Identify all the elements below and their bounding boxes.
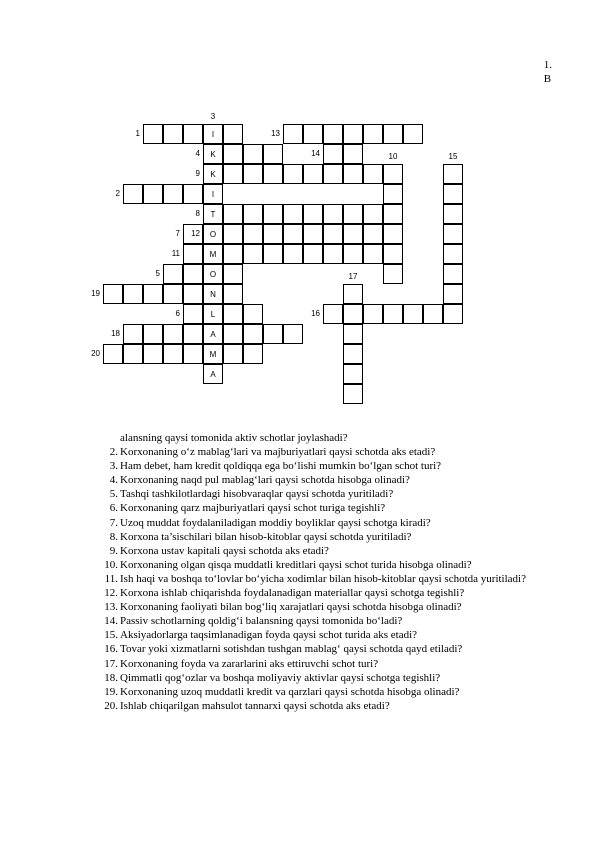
crossword-cell[interactable] — [443, 164, 463, 184]
crossword-cell[interactable] — [283, 124, 303, 144]
crossword-cell[interactable] — [123, 324, 143, 344]
clue-number: 9. — [109, 544, 118, 557]
clue-item — [104, 558, 544, 572]
crossword-cell[interactable] — [343, 224, 363, 244]
crossword-cell[interactable] — [183, 304, 203, 324]
clue-item — [104, 628, 544, 642]
clue-number: 7. — [109, 516, 118, 529]
crossword-clue-number: 8 — [195, 209, 200, 218]
crossword-cell[interactable] — [243, 164, 263, 184]
crossword-cell[interactable] — [363, 204, 383, 224]
clue-text: Korxonaning qarz majburiyatlari qaysi schot turiga tegishli? — [120, 502, 386, 515]
crossword-cell[interactable] — [243, 144, 263, 164]
crossword-cell[interactable] — [163, 324, 183, 344]
crossword-given-letter[interactable]: K — [203, 164, 223, 184]
crossword-cell[interactable] — [143, 184, 163, 204]
clue-item — [104, 657, 544, 671]
clue-text: Uzoq muddat foydalaniladigan moddiy boyliklar qaysi schotga kiradi? — [120, 516, 431, 529]
crossword-cell[interactable] — [103, 344, 123, 364]
crossword-cell[interactable] — [443, 224, 463, 244]
crossword-cell[interactable] — [223, 304, 243, 324]
crossword-cell[interactable] — [223, 244, 243, 264]
clue-text: Korxonaning naqd pul mablag‘lari qaysi schotda hisobga olinadi? — [120, 474, 410, 487]
crossword-given-letter[interactable]: T — [203, 204, 223, 224]
clue-item — [104, 685, 544, 699]
crossword-cell[interactable] — [303, 164, 323, 184]
crossword-cell[interactable] — [323, 304, 343, 324]
clue-item — [104, 614, 544, 628]
clue-text: Ishlab chiqarilgan mahsulot tannarxi qaysi schotda aks etadi? — [120, 699, 390, 712]
clue-number: 4. — [109, 474, 118, 487]
crossword-cell[interactable] — [243, 344, 263, 364]
crossword-cell[interactable] — [343, 204, 363, 224]
crossword-cell[interactable] — [323, 144, 343, 164]
crossword-cell[interactable] — [163, 284, 183, 304]
clue-text: Ish haqi va boshqa to‘lovlar bo‘yicha xodimlar bilan hisob-kitoblar qaysi schotda yuritiladi? — [120, 572, 526, 585]
clue-number: 2. — [109, 446, 118, 459]
crossword-given-letter[interactable]: M — [203, 244, 223, 264]
crossword-cell[interactable] — [183, 324, 203, 344]
crossword-clue-number: 18 — [111, 329, 120, 338]
corner-letter: B — [543, 73, 552, 85]
crossword-cell[interactable] — [223, 324, 243, 344]
crossword-clue-number: 7 — [175, 229, 180, 238]
crossword-cell[interactable] — [423, 304, 443, 324]
clue-number: 20. — [104, 699, 118, 712]
crossword-cell[interactable] — [283, 244, 303, 264]
crossword-cell[interactable] — [123, 284, 143, 304]
crossword-cell[interactable] — [243, 224, 263, 244]
crossword-cell[interactable] — [183, 344, 203, 364]
crossword-cell[interactable] — [283, 164, 303, 184]
crossword-cell[interactable] — [183, 244, 203, 264]
crossword-cell[interactable] — [443, 264, 463, 284]
crossword-clue-number: 19 — [91, 289, 100, 298]
crossword-given-letter[interactable]: N — [203, 284, 223, 304]
crossword-cell[interactable] — [343, 344, 363, 364]
clue-text: Tashqi tashkilotlardagi hisobvaraqlar qaysi schotda yuritiladi? — [120, 488, 394, 501]
crossword-cell[interactable] — [223, 204, 243, 224]
crossword-cell[interactable] — [303, 224, 323, 244]
crossword-cell[interactable] — [163, 124, 183, 144]
crossword-cell[interactable] — [343, 124, 363, 144]
crossword-cell[interactable] — [343, 244, 363, 264]
clue-number: 10. — [104, 558, 118, 571]
crossword-clue-number: 10 — [388, 152, 398, 161]
clue-text: Tovar yoki xizmatlarni sotishdan tushgan mablag‘ qaysi schotda qayd etiladi? — [120, 643, 463, 656]
crossword-cell[interactable] — [363, 244, 383, 264]
crossword-grid — [0, 0, 596, 420]
crossword-clue-number: 5 — [155, 269, 160, 278]
crossword-cell[interactable] — [183, 184, 203, 204]
crossword-clue-number: 16 — [311, 309, 320, 318]
crossword-clue-number: 20 — [91, 349, 100, 358]
clue-number: 11. — [104, 572, 118, 585]
crossword-given-letter[interactable]: L — [203, 304, 223, 324]
crossword-cell[interactable] — [383, 124, 403, 144]
clue-number: 17. — [104, 657, 118, 670]
clue-item — [104, 473, 544, 487]
crossword-cell[interactable] — [263, 164, 283, 184]
clue-item — [104, 445, 544, 459]
clue-item — [104, 572, 544, 586]
crossword-cell[interactable] — [303, 244, 323, 264]
clue-text: Korxonaning uzoq muddatli kredit va qarzlari qaysi schotda hisobga olinadi? — [120, 685, 460, 698]
crossword-cell[interactable] — [363, 224, 383, 244]
crossword-given-letter[interactable]: A — [203, 324, 223, 344]
clue-number: 13. — [104, 601, 118, 614]
crossword-given-letter[interactable]: I — [203, 184, 223, 204]
crossword-cell[interactable] — [283, 324, 303, 344]
crossword-given-letter[interactable]: O — [203, 224, 223, 244]
crossword-clue-number: 17 — [348, 272, 358, 281]
crossword-cell[interactable] — [383, 244, 403, 264]
clue-text: Korxona ustav kapitali qaysi schotda aks etadi? — [120, 544, 329, 557]
clue-text: alansning qaysi tomonida aktiv schotlar joylashadi? — [120, 432, 348, 444]
crossword-cell[interactable] — [343, 144, 363, 164]
crossword-given-letter[interactable]: O — [203, 264, 223, 284]
crossword-cell[interactable] — [403, 124, 423, 144]
crossword-cell[interactable] — [363, 304, 383, 324]
clue-item — [104, 699, 544, 713]
clue-number: 12. — [104, 587, 118, 600]
crossword-cell[interactable] — [303, 204, 323, 224]
crossword-cell[interactable] — [243, 304, 263, 324]
crossword-cell[interactable] — [383, 264, 403, 284]
crossword-cell[interactable] — [243, 204, 263, 224]
clue-item — [104, 642, 544, 656]
clue-number: 5. — [109, 488, 118, 501]
crossword-cell[interactable] — [343, 304, 363, 324]
crossword-cell[interactable] — [323, 164, 343, 184]
crossword-cell[interactable] — [383, 164, 403, 184]
crossword-clue-number: 6 — [175, 309, 180, 318]
corner-number: 1. — [543, 59, 552, 71]
clue-number: 14. — [104, 615, 118, 628]
crossword-cell[interactable] — [163, 264, 183, 284]
crossword-cell[interactable] — [323, 224, 343, 244]
clue-text: Ham debet, ham kredit qoldiqqa ega bo‘lishi mumkin bo‘lgan schot turi? — [120, 460, 442, 473]
crossword-cell[interactable] — [383, 184, 403, 204]
crossword-clue-number: 15 — [448, 152, 458, 161]
clue-number: 18. — [104, 671, 118, 684]
crossword-clue-number: 4 — [195, 149, 200, 158]
crossword-cell[interactable] — [363, 124, 383, 144]
crossword-cell[interactable] — [263, 324, 283, 344]
clue-number: 3. — [109, 460, 118, 473]
clue-number: 6. — [109, 502, 118, 515]
crossword-cell[interactable] — [343, 164, 363, 184]
crossword-cell[interactable] — [223, 284, 243, 304]
crossword-cell[interactable] — [223, 164, 243, 184]
crossword-given-letter[interactable]: A — [203, 364, 223, 384]
crossword-cell[interactable] — [143, 124, 163, 144]
crossword-cell[interactable] — [303, 124, 323, 144]
clue-text: Korxonaning o‘z mablag‘lari va majburiyatlari qaysi schotda aks etadi? — [120, 446, 436, 459]
crossword-cell[interactable] — [103, 284, 123, 304]
clue-text: Korxona ta’sischilari bilan hisob-kitoblar qaysi schotda yuritiladi? — [120, 530, 412, 543]
crossword-cell[interactable] — [283, 204, 303, 224]
clue-number: 16. — [104, 643, 118, 656]
clue-text: Korxonaning foyda va zararlarini aks ettiruvchi schot turi? — [120, 657, 379, 670]
crossword-cell[interactable] — [263, 244, 283, 264]
crossword-given-letter[interactable]: I — [203, 124, 223, 144]
clue-text: Korxonaning olgan qisqa muddatli kreditlari qaysi schot turida hisobga olinadi? — [120, 558, 472, 571]
crossword-cell[interactable] — [143, 344, 163, 364]
crossword-cell[interactable] — [263, 204, 283, 224]
clue-item — [104, 600, 544, 614]
crossword-cell[interactable] — [163, 184, 183, 204]
crossword-cell[interactable] — [383, 204, 403, 224]
clue-item — [104, 501, 544, 515]
crossword-cell[interactable] — [343, 324, 363, 344]
crossword-cell[interactable] — [323, 124, 343, 144]
crossword-clue-number: 2 — [115, 189, 120, 198]
crossword-cell[interactable] — [183, 124, 203, 144]
crossword-cell[interactable] — [143, 284, 163, 304]
crossword-cell[interactable] — [263, 224, 283, 244]
clue-item — [104, 586, 544, 600]
clue-list — [104, 431, 544, 713]
crossword-cell[interactable] — [223, 224, 243, 244]
clue-item — [104, 530, 544, 544]
clue-item — [104, 459, 544, 473]
crossword-clue-number: 3 — [210, 112, 216, 121]
crossword-cell[interactable] — [143, 324, 163, 344]
crossword-cell[interactable] — [263, 144, 283, 164]
crossword-clue-number: 1 — [135, 129, 140, 138]
clue-number: 19. — [104, 685, 118, 698]
clue-number: 15. — [104, 629, 118, 642]
clue-text: Korxona ishlab chiqarishda foydalanadigan materiallar qaysi schotga tegishli? — [120, 587, 465, 600]
crossword-cell[interactable] — [383, 304, 403, 324]
crossword-cell[interactable] — [443, 244, 463, 264]
clue-number: 8. — [109, 530, 118, 543]
crossword-cell[interactable] — [283, 224, 303, 244]
crossword-cell[interactable] — [323, 244, 343, 264]
crossword-cell[interactable] — [443, 204, 463, 224]
crossword-given-letter[interactable]: M — [203, 344, 223, 364]
crossword-clue-number: 12 — [191, 229, 200, 238]
clue-text: Aksiyadorlarga taqsimlanadigan foyda qaysi schot turida aks etadi? — [120, 629, 418, 642]
crossword-cell[interactable] — [343, 384, 363, 404]
crossword-cell[interactable] — [223, 264, 243, 284]
crossword-cell[interactable] — [243, 244, 263, 264]
crossword-cell[interactable] — [323, 204, 343, 224]
clue-text: Korxonaning faoliyati bilan bog‘liq xarajatlari qaysi schotda hisobga olinadi? — [120, 601, 462, 614]
crossword-clue-number: 9 — [195, 169, 200, 178]
crossword-clue-number: 13 — [271, 129, 280, 138]
crossword-given-letter[interactable]: K — [203, 144, 223, 164]
crossword-cell[interactable] — [443, 284, 463, 304]
crossword-cell[interactable] — [183, 284, 203, 304]
crossword-cell[interactable] — [383, 224, 403, 244]
crossword-cell[interactable] — [223, 144, 243, 164]
clue-text: Passiv schotlarning qoldig‘i balansning qaysi tomonida bo‘ladi? — [120, 615, 403, 628]
clue-item — [104, 431, 544, 445]
crossword-clue-number: 14 — [311, 149, 320, 158]
crossword-cell[interactable] — [363, 164, 383, 184]
crossword-cell[interactable] — [123, 344, 143, 364]
crossword-cell[interactable] — [343, 364, 363, 384]
clue-item — [104, 487, 544, 501]
crossword-cell[interactable] — [243, 324, 263, 344]
clue-item — [104, 671, 544, 685]
crossword-cell[interactable] — [123, 184, 143, 204]
crossword-cell[interactable] — [223, 344, 243, 364]
crossword-cell[interactable] — [223, 124, 243, 144]
crossword-clue-number: 11 — [171, 249, 180, 258]
clue-item — [104, 516, 544, 530]
crossword-cell[interactable] — [443, 184, 463, 204]
clue-item — [104, 544, 544, 558]
crossword-cell[interactable] — [443, 304, 463, 324]
crossword-cell[interactable] — [343, 284, 363, 304]
crossword-cell[interactable] — [163, 344, 183, 364]
crossword-cell[interactable] — [403, 304, 423, 324]
crossword-cell[interactable] — [183, 264, 203, 284]
clue-text: Qimmatli qog‘ozlar va boshqa moliyaviy aktivlar qaysi schotga tegishli? — [120, 671, 441, 684]
